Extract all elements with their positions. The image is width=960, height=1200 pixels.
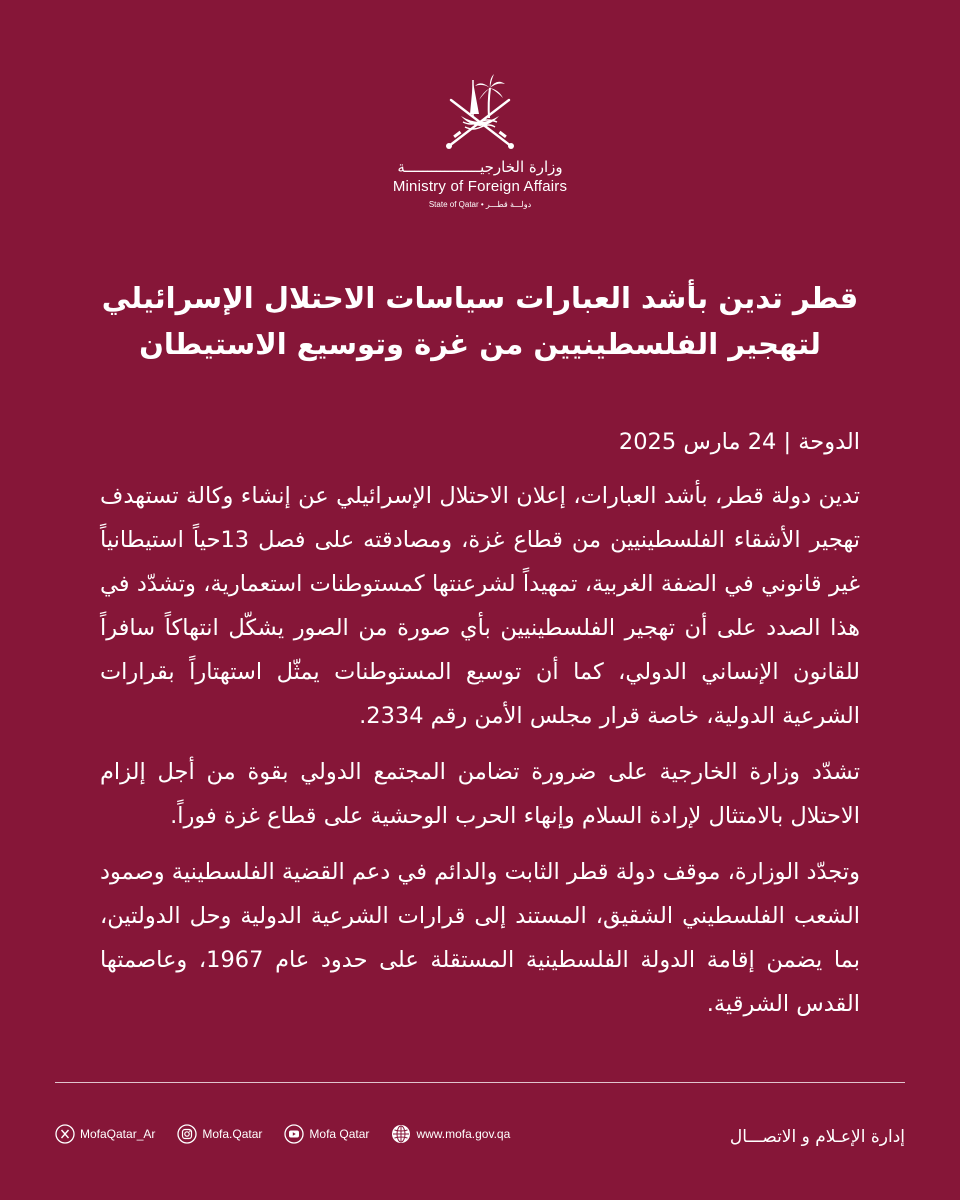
social-x[interactable]	[55, 1124, 155, 1144]
paragraph-3: وتجدّد الوزارة، موقف دولة قطر الثابت والدائم في دعم القضية الفلسطينية وصمود الشعب الفلسطيني الشقيق، المستند إلى قرارات الشرعية الدولية وحل الدولتين، بما يضمن إقامة الدولة الفلسطينية المستقلة على حدود عام 1967، وعاصمتها القدس الشرقية.	[100, 859, 860, 1017]
youtube-icon	[284, 1124, 304, 1144]
social-youtube-label: Mofa Qatar	[309, 1127, 370, 1141]
state-name-english: State of Qatar	[428, 200, 479, 209]
department-name: إدارة الإعـلام و الاتصـــال	[729, 1127, 905, 1147]
footer-divider	[55, 1082, 905, 1083]
statement-body	[100, 420, 860, 1026]
globe-icon	[391, 1124, 411, 1144]
social-instagram[interactable]	[177, 1124, 262, 1144]
social-instagram-label: Mofa.Qatar	[202, 1127, 263, 1141]
paragraph-1: تدين دولة قطر، بأشد العبارات، إعلان الاحتلال الإسرائيلي عن إنشاء وكالة تستهدف تهجير الأشقاء الفلسطينيين من قطاع غزة، ومصادقته على فصل 13حياً استيطانياً غير قانوني في الضفة الغربية، تمهيداً لشرعنتها كمستوطنات استعمارية، وتشدّد في هذا الصدد على أن تهجير الفلسطينيين بأي صورة من الصور يشكّل انتهاكاً سافراً للقانون الإنساني الدولي، كما أن توسيع المستوطنات يمثّل استهتاراً بقرارات الشرعية الدولية، خاصة قرار مجلس الأمن رقم 2334.	[100, 483, 860, 729]
state-name-arabic: دولـــة قطـــر	[485, 200, 532, 209]
statement-title	[60, 275, 900, 367]
title-line-2: لتهجير الفلسطينيين من غزة وتوسيع الاستيطان	[139, 327, 821, 361]
ministry-name-english: Ministry of Foreign Affairs	[392, 178, 568, 195]
x-icon	[55, 1124, 75, 1144]
social-links	[55, 1124, 510, 1144]
paragraph-2: تشدّد وزارة الخارجية على ضرورة تضامن المجتمع الدولي بقوة من أجل إلزام الاحتلال بالامتثال لإرادة السلام وإنهاء الحرب الوحشية على قطاع غزة فوراً.	[100, 759, 860, 829]
social-website[interactable]	[391, 1124, 510, 1144]
social-x-label: MofaQatar_Ar	[80, 1127, 156, 1141]
social-youtube[interactable]	[284, 1124, 369, 1144]
social-website-label: www.mofa.gov.qa	[416, 1127, 511, 1141]
ministry-name-arabic: وزارة الخارجيـــــــــــــــــة	[397, 158, 563, 176]
dateline: الدوحة | 24 مارس 2025	[618, 429, 860, 455]
state-of-qatar-line	[0, 200, 960, 210]
state-emblem-icon	[439, 70, 521, 152]
instagram-icon	[177, 1124, 197, 1144]
title-line-1: قطر تدين بأشد العبارات سياسات الاحتلال الإسرائيلي	[101, 281, 859, 315]
state-separator: •	[478, 200, 486, 209]
header	[0, 70, 960, 210]
footer	[55, 1124, 905, 1152]
